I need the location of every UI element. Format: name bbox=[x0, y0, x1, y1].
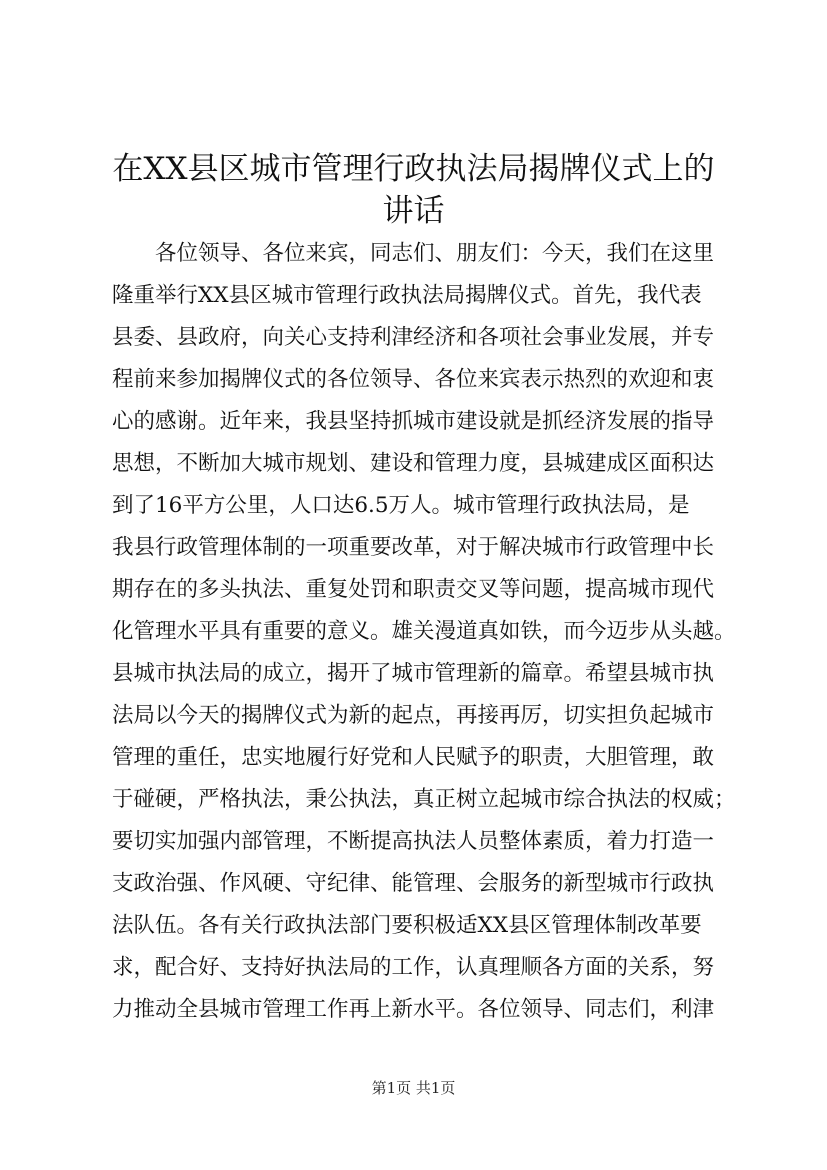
body-line: 县委、县政府，向关心支持利津经济和各项社会事业发展，并专 bbox=[112, 325, 715, 350]
body-line: 各位领导、各位来宾，同志们、朋友们：今天，我们在这里 bbox=[112, 241, 715, 266]
body-line: 于碰硬，严格执法，秉公执法，真正树立起城市综合执法的权威； bbox=[112, 787, 736, 812]
body-line: 程前来参加揭牌仪式的各位领导、各位来宾表示热烈的欢迎和衷 bbox=[112, 367, 715, 392]
page-footer: 第1页 共1页 bbox=[371, 1079, 456, 1097]
document-title-line-1: 在XX县区城市管理行政执法局揭牌仪式上的 bbox=[112, 151, 715, 187]
body-line: 力推动全县城市管理工作再上新水平。各位领导、同志们，利津 bbox=[112, 997, 715, 1022]
body-line: 县城市执法局的成立，揭开了城市管理新的篇章。希望县城市执 bbox=[112, 661, 715, 686]
body-line: 期存在的多头执法、重复处罚和职责交叉等问题，提高城市现代 bbox=[112, 577, 715, 602]
body-line: 我县行政管理体制的一项重要改革，对于解决城市行政管理中长 bbox=[112, 535, 715, 560]
body-line: 法队伍。各有关行政执法部门要积极适XX县区管理体制改革要 bbox=[112, 913, 702, 938]
body-line: 法局以今天的揭牌仪式为新的起点，再接再厉，切实担负起城市 bbox=[112, 703, 715, 728]
document-title-line-2: 讲话 bbox=[382, 193, 445, 229]
body-line: 求，配合好、支持好执法局的工作，认真理顺各方面的关系，努 bbox=[112, 955, 715, 980]
body-line: 到了16平方公里，人口达6.5万人。城市管理行政执法局，是 bbox=[112, 493, 690, 518]
body-line: 思想，不断加大城市规划、建设和管理力度，县城建成区面积达 bbox=[112, 451, 715, 476]
body-line: 化管理水平具有重要的意义。雄关漫道真如铁，而今迈步从头越。 bbox=[112, 619, 736, 644]
body-line: 要切实加强内部管理，不断提高执法人员整体素质，着力打造一 bbox=[112, 829, 715, 854]
body-line: 心的感谢。近年来，我县坚持抓城市建设就是抓经济发展的指导 bbox=[112, 409, 715, 434]
body-line: 管理的重任，忠实地履行好党和人民赋予的职责，大胆管理，敢 bbox=[112, 745, 715, 770]
body-line: 隆重举行XX县区城市管理行政执法局揭牌仪式。首先，我代表 bbox=[112, 283, 702, 308]
body-line: 支政治强、作风硬、守纪律、能管理、会服务的新型城市行政执 bbox=[112, 871, 715, 896]
